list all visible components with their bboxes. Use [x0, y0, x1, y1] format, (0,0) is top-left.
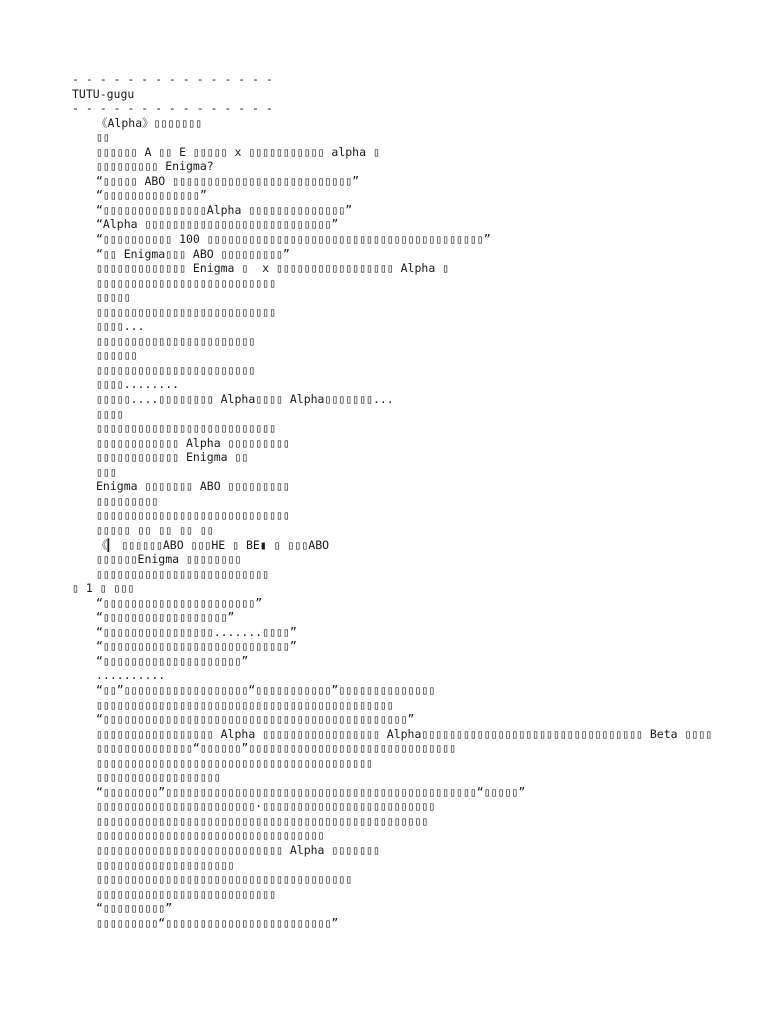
text-line: “▯▯▯▯▯▯▯▯▯▯▯▯▯▯▯▯▯▯▯▯▯▯”	[96, 595, 263, 610]
text-line: ▯▯▯▯▯▯▯▯▯“▯▯▯▯▯▯▯▯▯▯▯▯▯▯▯▯▯▯▯▯▯▯▯▯”	[96, 915, 339, 930]
text-line: ▯▯▯▯▯	[96, 290, 131, 305]
text-line: “▯▯▯▯▯▯▯▯▯▯▯▯▯▯▯▯▯▯▯▯▯▯▯▯▯▯▯”	[96, 639, 297, 654]
text-line: “▯▯▯▯▯▯▯▯▯▯▯▯▯▯▯▯.......▯▯▯▯”	[96, 624, 297, 639]
text-line: ▯▯▯▯........	[96, 377, 180, 392]
text-line: ▯▯▯▯▯▯▯▯▯▯▯▯▯▯▯▯▯▯▯▯▯▯▯	[96, 362, 256, 377]
text-line: ▯▯▯▯▯▯▯▯▯▯▯▯▯▯▯▯▯▯▯▯	[96, 857, 235, 872]
text-line: ▯▯▯▯▯▯▯▯▯▯▯▯▯▯▯▯▯▯	[96, 770, 221, 785]
text-line: “▯▯▯▯▯▯▯▯▯”	[96, 901, 173, 916]
text-line: ▯▯▯▯▯▯▯▯▯▯▯▯▯▯▯▯▯▯▯▯▯▯▯▯▯▯▯▯▯▯▯▯▯▯▯▯▯▯▯▯▯▯▯▯▯▯▯▯	[96, 813, 429, 828]
text-line: “▯▯▯▯▯▯▯▯▯▯▯▯▯▯”	[96, 188, 207, 203]
text-line: ▯▯▯▯▯▯ A ▯▯ E ▯▯▯▯▯ x ▯▯▯▯▯▯▯▯▯▯▯ alpha ▯	[96, 144, 380, 159]
text-line: “Alpha ▯▯▯▯▯▯▯▯▯▯▯▯▯▯▯▯▯▯▯▯▯▯▯▯▯▯▯”	[96, 217, 339, 232]
text-line: ▯▯▯▯▯▯▯▯▯▯▯▯▯▯▯▯▯▯▯▯▯▯▯▯▯▯▯▯▯▯▯▯▯▯▯▯▯	[96, 872, 353, 887]
text-line: ▯▯▯▯▯ ▯▯ ▯▯ ▯▯ ▯▯	[96, 522, 214, 537]
text-line: ▯▯	[96, 130, 110, 145]
text-line: ▯▯▯▯▯▯	[96, 348, 138, 363]
text-line: ▯▯▯▯▯▯Enigma ▯▯▯▯▯▯▯▯	[96, 552, 242, 567]
text-line: “▯▯ Enigma▯▯▯ ABO ▯▯▯▯▯▯▯▯▯”	[96, 246, 290, 261]
text-line: ▯▯▯▯▯▯▯▯▯▯▯▯▯▯“▯▯▯▯▯▯”▯▯▯▯▯▯▯▯▯▯▯▯▯▯▯▯▯▯▯▯▯▯▯▯▯▯▯▯▯▯	[96, 741, 457, 756]
text-line: ▯▯▯▯▯▯▯▯▯▯▯▯▯▯▯▯▯▯▯▯▯▯▯	[96, 333, 256, 348]
text-line: ▯▯▯▯▯▯▯▯▯▯▯▯▯▯▯▯▯▯▯▯▯▯▯▯▯▯	[96, 275, 277, 290]
text-line: “▯▯▯▯▯ ABO ▯▯▯▯▯▯▯▯▯▯▯▯▯▯▯▯▯▯▯▯▯▯▯▯▯▯”	[96, 173, 360, 188]
text-line: - - - - - - - - - - - - - - -	[72, 101, 273, 116]
text-line: 《Alpha》▯▯▯▯▯▯▯	[96, 115, 203, 130]
text-line: ▯▯▯▯...	[96, 319, 145, 334]
text-line: ▯▯▯▯▯▯▯▯▯	[96, 493, 159, 508]
text-line: “▯▯”▯▯▯▯▯▯▯▯▯▯▯▯▯▯▯▯▯▯“▯▯▯▯▯▯▯▯▯▯▯”▯▯▯▯▯▯▯▯▯▯▯▯▯▯	[96, 682, 436, 697]
text-line: ▯▯▯▯▯....▯▯▯▯▯▯▯▯ Alpha▯▯▯▯ Alpha▯▯▯▯▯▯▯...	[96, 392, 394, 407]
text-line: ▯▯▯▯▯▯▯▯▯▯▯▯▯▯▯▯▯▯▯▯▯▯▯▯▯	[96, 566, 270, 581]
text-line: “▯▯▯▯▯▯▯▯▯▯▯▯▯▯▯▯▯▯▯▯”	[96, 653, 249, 668]
text-line: TUTU-gugu	[72, 86, 135, 101]
text-line: ▯▯▯▯▯▯▯▯▯▯▯▯▯▯▯▯▯▯▯▯▯▯▯▯▯▯▯▯▯▯▯▯▯▯▯▯▯▯▯▯▯▯▯	[96, 697, 394, 712]
text-line: “▯▯▯▯▯▯▯▯▯▯▯▯▯▯▯Alpha ▯▯▯▯▯▯▯▯▯▯▯▯▯▯”	[96, 202, 353, 217]
text-line: ..........	[96, 668, 166, 683]
text-line: “▯▯▯▯▯▯▯▯▯▯▯▯▯▯▯▯▯▯▯▯▯▯▯▯▯▯▯▯▯▯▯▯▯▯▯▯▯▯▯▯▯▯▯▯”	[96, 712, 415, 727]
text-line: ▯▯▯▯▯▯▯▯▯▯▯▯▯▯▯▯▯▯▯▯▯▯▯▯▯▯▯▯	[96, 508, 290, 523]
text-line: - - - - - - - - - - - - - - -	[72, 72, 273, 86]
document-body	[72, 72, 732, 930]
text-line: ▯▯▯▯▯▯▯▯▯▯▯▯▯▯▯▯▯▯▯▯▯▯▯▯▯▯	[96, 886, 277, 901]
text-line: “▯▯▯▯▯▯▯▯”▯▯▯▯▯▯▯▯▯▯▯▯▯▯▯▯▯▯▯▯▯▯▯▯▯▯▯▯▯▯▯▯▯▯▯▯▯▯▯▯▯▯▯▯▯“▯▯▯▯▯”	[96, 784, 526, 799]
text-line: ▯▯▯▯▯▯▯▯▯▯▯▯▯ Enigma ▯ x ▯▯▯▯▯▯▯▯▯▯▯▯▯▯▯▯▯ Alpha ▯	[96, 261, 450, 276]
text-line: ▯▯▯▯▯▯▯▯▯▯▯▯▯▯▯▯▯▯▯▯▯▯▯▯▯▯	[96, 304, 277, 319]
text-line: Enigma ▯▯▯▯▯▯▯ ABO ▯▯▯▯▯▯▯▯▯	[96, 479, 290, 494]
text-line: “▯▯▯▯▯▯▯▯▯▯ 100 ▯▯▯▯▯▯▯▯▯▯▯▯▯▯▯▯▯▯▯▯▯▯▯▯▯▯▯▯▯▯▯▯▯▯▯▯▯▯▯▯”	[96, 232, 491, 247]
text-line: ▯ 1 ▯ ▯▯▯	[72, 581, 135, 596]
text-line: ▯▯▯▯▯▯▯▯▯▯▯▯▯▯▯▯▯ Alpha ▯▯▯▯▯▯▯▯▯▯▯▯▯▯▯▯▯ Alpha▯▯▯▯▯▯▯▯▯▯▯▯▯▯▯▯▯▯▯▯▯▯▯▯▯▯▯▯▯▯▯▯ Beta ▯▯▯▯	[96, 726, 713, 741]
text-line: ▯▯▯▯▯▯▯▯▯▯▯▯▯▯▯▯▯▯▯▯▯▯▯▯▯▯▯▯▯▯▯▯▯▯▯▯▯▯▯▯	[96, 755, 373, 770]
text-line: ▯▯▯▯	[96, 406, 124, 421]
text-line: ▯▯▯	[96, 464, 117, 479]
text-line: ▯▯▯▯▯▯▯▯▯▯▯▯ Enigma ▯▯	[96, 450, 249, 465]
text-line: “▯▯▯▯▯▯▯▯▯▯▯▯▯▯▯▯▯▯”	[96, 610, 235, 625]
text-line: ▯▯▯▯▯▯▯▯▯▯▯▯▯▯▯▯▯▯▯▯▯▯▯▯▯▯	[96, 421, 277, 436]
text-line: 《▎ ▯▯▯▯▯▯ABO ▯▯▯HE ▯ BE▮ ▯ ▯▯▯ABO	[96, 537, 330, 552]
text-line: ▯▯▯▯▯▯▯▯▯▯▯▯▯▯▯▯▯▯▯▯▯▯▯▯▯▯▯ Alpha ▯▯▯▯▯▯▯	[96, 842, 380, 857]
text-line: ▯▯▯▯▯▯▯▯▯ Enigma?	[96, 159, 214, 174]
text-line: ▯▯▯▯▯▯▯▯▯▯▯▯▯▯▯▯▯▯▯▯▯▯▯·▯▯▯▯▯▯▯▯▯▯▯▯▯▯▯▯▯▯▯▯▯▯▯▯▯	[96, 799, 436, 814]
text-line: ▯▯▯▯▯▯▯▯▯▯▯▯ Alpha ▯▯▯▯▯▯▯▯▯	[96, 435, 290, 450]
text-line: ▯▯▯▯▯▯▯▯▯▯▯▯▯▯▯▯▯▯▯▯▯▯▯▯▯▯▯▯▯▯▯▯▯	[96, 828, 325, 843]
